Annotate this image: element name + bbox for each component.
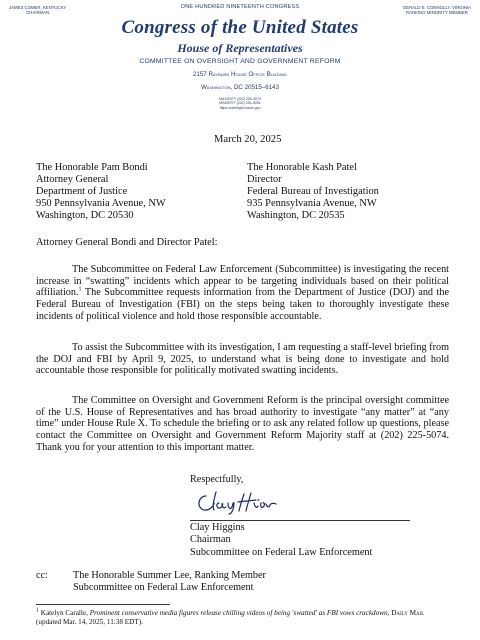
paragraph-3 [36,395,449,454]
recipient-line: The Honorable Kash Patel [247,162,357,173]
recipient-line: 950 Pennsylvania Avenue, NW [36,198,166,210]
paragraph-3-text: The Committee on Oversight and Government Reform is the principal oversight committee of the U.S. House of Representatives and has broad authority to investigate “any matter” at “any time” under House Rule X. To schedule the briefing or to ask any related follow up questions, please contact the Committee on Oversight and Government Reform Majority staff at (202) 225-5074. Thank you for your attention to this important matter. [36,395,449,453]
footnote-ref: 1 [78,287,82,294]
paragraph-1-text-a: The Subcommittee on Federal Law Enforcement (Subcommittee) is investigating the recent increase in “swatting” incidents which appear to be targeting individuals based on their political affiliation. [36,264,449,299]
footnote-number: 1 [36,607,39,614]
footnote-date: (updated Mar. 14, 2025, 11:38 EDT). [36,618,143,627]
phone-majority: MAJORITY (202) 225–5074 [219,97,261,101]
ranking-member-role: RANKING MINORITY MEMBER [406,10,468,15]
recipient-line: Washington, DC 20535 [247,210,345,222]
cc-line: Subcommittee on Federal Law Enforcement [73,582,254,593]
recipient-bondi [36,162,166,222]
recipient-patel [247,162,379,222]
letter-date: March 20, 2025 [214,134,282,145]
cc-recipients [73,570,266,594]
footnote-author: Katelyn Caralle, [39,609,90,617]
footnote-source-prefix: , [387,609,392,617]
recipient-line: The Honorable Pam Bondi [36,162,148,173]
cc-line: The Honorable Summer Lee, Ranking Member [73,570,266,581]
paragraph-2 [36,342,449,377]
committee-name: COMMITTEE ON OVERSIGHT AND GOVERNMENT REFORM [139,58,341,65]
chairman-role: CHAIRMAN [26,10,50,15]
phone-block [0,97,480,110]
chairman-name: JAMES COMER, KENTUCKY [9,5,67,10]
salutation: Attorney General Bondi and Director Patel: [36,237,218,248]
footnote [36,609,441,628]
signer-name: Clay Higgins [190,522,245,533]
signature-line [190,520,410,521]
phone-minority: MINORITY (202) 225–5051 [219,101,261,106]
signer-block [190,522,372,559]
paragraph-2-text: To assist the Subcommittee with its investigation, I am requesting a staff-level briefing from the DOJ and FBI by April 9, 2025, to understand what is being done to investigate and hold accountable those responsible for politically motivated swatting incidents. [36,342,449,377]
footnote-source: Daily Mail [391,609,425,617]
recipient-line: Federal Bureau of Investigation [247,186,379,198]
signer-subcommittee: Subcommittee on Federal Law Enforcement [190,546,373,558]
signer-title: Chairman [190,534,231,546]
paragraph-1 [36,264,449,323]
recipient-line: 935 Pennsylvania Avenue, NW [247,198,377,210]
ranking-member-name: GERALD E. CONNOLLY, VIRGINIA [402,5,471,10]
footnote-title: Prominent conservative media figures release chilling videos of being 'swatted' as FBI vows crackdown [89,609,388,617]
congress-number: ONE HUNDRED NINETEENTH CONGRESS [180,4,300,10]
recipient-line: Director [247,174,282,186]
closing: Respectfully, [190,474,244,485]
handwritten-signature [192,486,282,516]
letterhead-title: Congress of the United States [121,17,359,38]
office-city: Washington, DC 20515–6143 [200,84,280,91]
recipient-line: Attorney General [36,174,109,186]
recipient-line: Department of Justice [36,186,128,198]
footnote-rule [36,604,170,605]
cc-label: cc: [36,570,48,581]
recipient-line: Washington, DC 20530 [36,210,134,222]
website: https://oversight.house.gov [219,106,261,111]
house-name: House of Representatives [177,41,303,55]
paragraph-1-text-b: The Subcommittee requests information from the Department of Justice (DOJ) and the Federal Bureau of Investigation (FBI) on the steps being taken to thoroughly investigate these incidents of political violence and hold those responsible accountable. [36,287,449,322]
office-address: 2157 Rayburn House Office Building [192,71,287,78]
